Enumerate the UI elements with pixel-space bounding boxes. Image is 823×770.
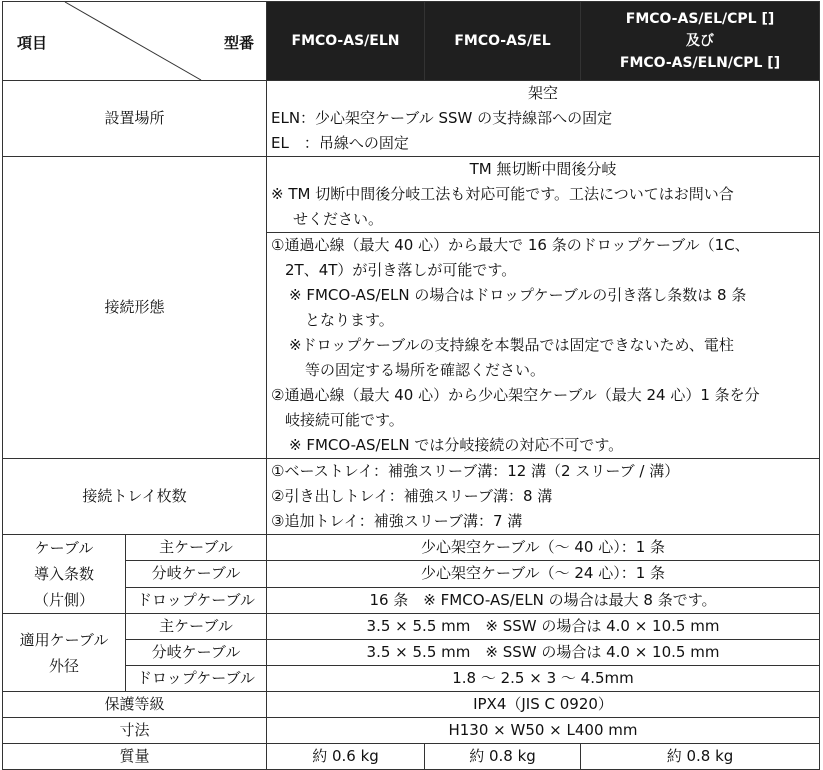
connection-top-line-3: せください。 — [293, 210, 384, 228]
cable-diameter-main-name: 主ケーブル — [126, 614, 267, 640]
connection-row-top — [3, 157, 820, 233]
cable-count-branch-value: 少心架空ケーブル（～ 24 心）：1 条 — [267, 561, 820, 587]
cable-count-row-drop — [3, 587, 820, 613]
dimensions-row — [3, 718, 820, 744]
tray-row — [3, 459, 820, 535]
cable-diameter-row-branch — [3, 640, 820, 666]
dimensions-label: 寸法 — [3, 718, 267, 744]
tray-line-2: ②引き出しトレイ：補強スリーブ溝：8 溝 — [271, 487, 553, 505]
cable-count-label — [3, 535, 126, 614]
spec-table — [2, 1, 820, 770]
dimensions-value: H130 × W50 × L400 mm — [267, 718, 820, 744]
connection-label: 接続形態 — [3, 157, 267, 459]
protection-value: IPX4（JIS C 0920） — [267, 692, 820, 718]
connection-detail-value — [267, 233, 820, 459]
cable-count-branch-name: 分岐ケーブル — [126, 561, 267, 587]
install-value — [267, 81, 820, 157]
cable-diameter-drop-name: ドロップケーブル — [126, 666, 267, 692]
cable-count-label-line-1: ケーブル — [34, 539, 94, 557]
tray-label: 接続トレイ枚数 — [3, 459, 267, 535]
model-header: 型番 — [223, 34, 254, 52]
install-line-1: 架空 — [527, 84, 558, 102]
model-header-3-line1: FMCO-AS/EL/CPL [] — [625, 11, 775, 27]
cable-diameter-row-drop — [3, 666, 820, 692]
install-line-2: ELN：少心架空ケーブル SSW の支持線部への固定 — [271, 109, 613, 127]
cable-count-row-main — [3, 535, 820, 561]
connection-detail-line-7: ②通過心線（最大 40 心）から少心架空ケーブル（最大 24 心）1 条を分 — [271, 386, 760, 404]
connection-top-line-1: TM 無切断中間後分岐 — [469, 160, 617, 178]
connection-detail-line-5: ※ドロップケーブルの支持線を本製品では固定できないため、電柱 — [289, 336, 734, 354]
install-label: 設置場所 — [3, 81, 267, 157]
item-header: 項目 — [17, 34, 48, 52]
connection-detail-line-3: ※ FMCO-AS/ELN の場合はドロップケーブルの引き落し条数は 8 条 — [289, 286, 747, 304]
connection-detail-line-9: ※ FMCO-AS/ELN では分岐接続の対応不可です。 — [289, 436, 624, 454]
cable-count-label-line-2: 導入条数 — [33, 565, 94, 583]
mass-value-2: 約 0.8 kg — [425, 744, 581, 770]
cable-diameter-main-value: 3.5 × 5.5 mm ※ SSW の場合は 4.0 × 10.5 mm — [267, 614, 820, 640]
tray-line-1: ①ベーストレイ：補強スリーブ溝：12 溝（2 スリーブ / 溝） — [271, 462, 680, 480]
cable-count-drop-value: 16 条 ※ FMCO-AS/ELN の場合は最大 8 条です。 — [267, 587, 820, 613]
model-header-3-line3: FMCO-AS/ELN/CPL [] — [619, 55, 781, 71]
install-line-3: EL ：吊線への固定 — [271, 134, 409, 152]
cable-count-main-name: 主ケーブル — [126, 535, 267, 561]
connection-detail-line-2: 2T、4T）が引き落しが可能です。 — [285, 261, 517, 279]
connection-detail-line-8: 岐接続可能です。 — [285, 411, 404, 429]
connection-top-line-2: ※ TM 切断中間後分岐工法も対応可能です。工法についてはお問い合 — [271, 185, 734, 203]
cable-count-drop-name: ドロップケーブル — [126, 587, 267, 613]
cable-diameter-row-main — [3, 614, 820, 640]
install-row — [3, 81, 820, 157]
model-header-3 — [581, 2, 820, 81]
header-corner-cell — [3, 2, 267, 81]
cable-diameter-branch-name: 分岐ケーブル — [126, 640, 267, 666]
connection-top-value — [267, 157, 820, 233]
cable-diameter-label-line-1: 適用ケーブル — [19, 630, 109, 649]
model-header-1: FMCO-AS/ELN — [267, 2, 425, 81]
mass-value-3: 約 0.8 kg — [581, 744, 820, 770]
cable-diameter-label-line-2: 外径 — [48, 656, 79, 675]
connection-detail-line-6: 等の固定する場所を確認ください。 — [305, 361, 546, 379]
cable-count-row-branch — [3, 561, 820, 587]
mass-value-1: 約 0.6 kg — [267, 744, 425, 770]
connection-detail-line-4: となります。 — [305, 311, 394, 329]
mass-row — [3, 744, 820, 770]
model-header-2: FMCO-AS/EL — [425, 2, 581, 81]
cable-diameter-drop-value: 1.8 ～ 2.5 × 3 ～ 4.5mm — [267, 666, 820, 692]
cable-diameter-label — [3, 614, 126, 692]
header-row — [3, 2, 820, 81]
cable-count-main-value: 少心架空ケーブル（～ 40 心）：1 条 — [267, 535, 820, 561]
model-header-3-line2: 及び — [686, 33, 714, 49]
cable-diameter-branch-value: 3.5 × 5.5 mm ※ SSW の場合は 4.0 × 10.5 mm — [267, 640, 820, 666]
cable-count-label-line-3: （片側） — [33, 591, 94, 609]
connection-detail-line-1: ①通過心線（最大 40 心）から最大で 16 条のドロップケーブル（1C、 — [271, 236, 750, 254]
tray-value — [267, 459, 820, 535]
protection-row — [3, 692, 820, 718]
mass-label: 質量 — [3, 744, 267, 770]
tray-line-3: ③追加トレイ：補強スリーブ溝：7 溝 — [271, 512, 523, 530]
protection-label: 保護等級 — [3, 692, 267, 718]
